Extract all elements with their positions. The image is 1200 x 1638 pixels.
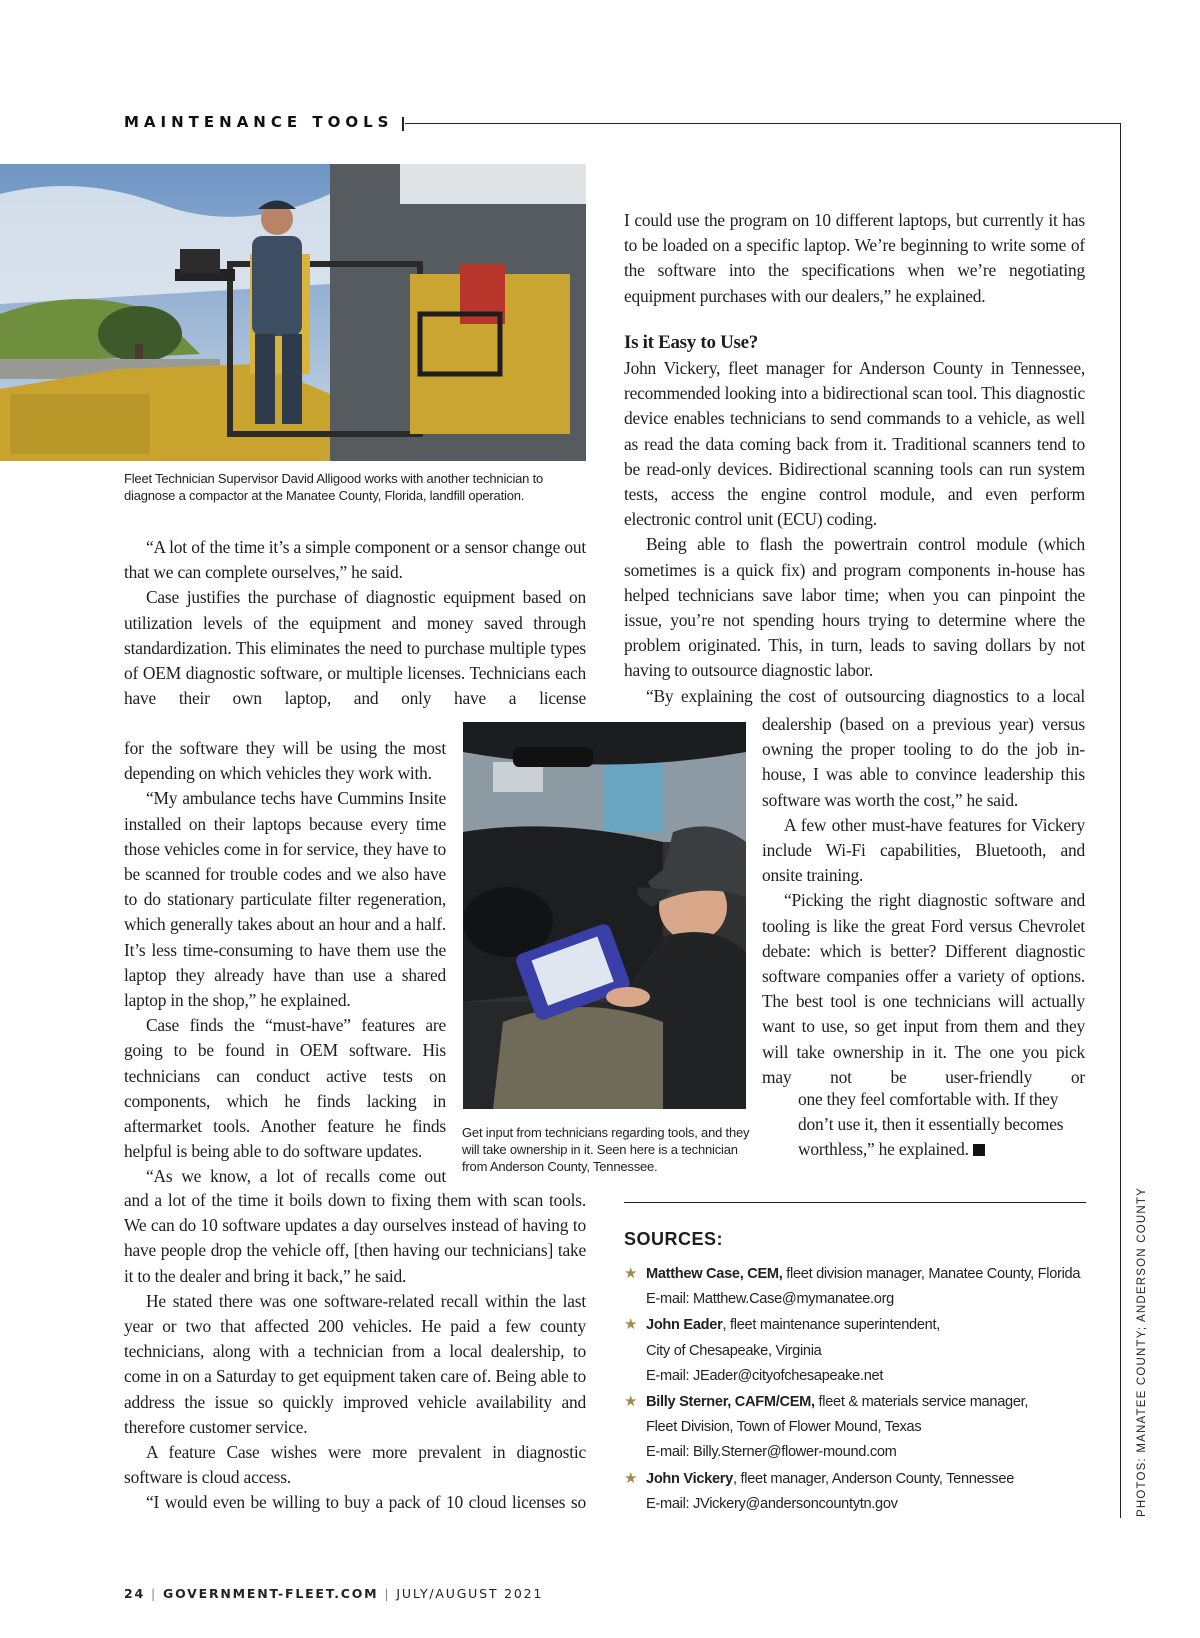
- source-role: fleet & materials service manager,: [814, 1394, 1029, 1411]
- star-icon: ★: [624, 1469, 638, 1487]
- header-divider-tick: [402, 117, 404, 131]
- paragraph: He stated there was one software-related recall within the last year or two that affected 200 vehicles. He paid a few county technicians, along with a technician from a local dealership, to come in on a Saturday to get equipment taken care of. Being able to address the issue so quickly improved vehicle availability and therefore customer service.: [124, 1290, 586, 1437]
- paragraph: and a lot of the time it boils down to fixing them with scan tools. We can do 10 software updates a day ourselves instead of having to have people drop the vehicle off, [then having our technicians] take it to the dealer and bring it back,” he said.: [124, 1190, 586, 1286]
- technician-photo: [463, 722, 746, 1109]
- source-credential: ,: [732, 1470, 737, 1487]
- star-icon: ★: [624, 1265, 638, 1282]
- source-credential: , CAFM/CEM,: [727, 1394, 815, 1411]
- source-role: fleet division manager, Manatee County, Florida: [782, 1266, 1081, 1282]
- body-column-right-top: [624, 208, 1085, 309]
- paragraph: Case finds the “must-have” features are going to be found in OEM software. His technicians can conduct active tests on components, which he finds lacking in aftermarket tools. Another feature he finds helpful is being able to do software updates.: [124, 1015, 446, 1162]
- source-name: Matthew Case: [646, 1266, 740, 1282]
- page-footer: [124, 1586, 543, 1601]
- paragraph: “My ambulance techs have Cummins Insite installed on their laptops because every time those vehicles come in for service, they have to be scanned for trouble codes and we also have to do stationary particulate filter regeneration, which generally takes about an hour and a half. It’s less time-consuming to have them use the laptop they already have than use a shared laptop in the shop,” he explained.: [124, 788, 446, 1011]
- star-icon: ★: [624, 1393, 638, 1411]
- source-role: fleet maintenance superintendent,: [726, 1317, 940, 1334]
- sources-list: [624, 1261, 1094, 1517]
- source-role: fleet manager, Anderson County, Tennessee: [736, 1470, 1015, 1487]
- paragraph: “A lot of the time it’s a simple component or a sensor change out that we can complete ourselves,” he said.: [124, 537, 586, 583]
- body-column-right-narrow: [762, 712, 1085, 1090]
- source-entry: [624, 1312, 1094, 1338]
- footer-separator: |: [151, 1586, 158, 1601]
- body-column-right-middle: [624, 356, 1085, 709]
- paragraph: John Vickery, fleet manager for Anderson County in Tennessee, recommended looking into a bidirectional scan tool. This diagnostic device enables technicians to send commands to a vehicle, as well as read the data coming back from it. Traditional scanners tend to be read-only devices. Bidirectional scanning tools can run system tests, access the engine control module, and even perform electronic control unit (ECU) coding.: [624, 358, 1085, 530]
- source-name: John Eader: [646, 1317, 723, 1334]
- source-email: E-mail: Matthew.Case@mymanatee.org: [646, 1291, 894, 1308]
- star-icon: ★: [624, 1316, 638, 1334]
- paragraph: A few other must-have features for Vickery include Wi-Fi capabilities, Bluetooth, and onsite training.: [762, 814, 1085, 886]
- paragraph: “As we know, a lot of recalls come out: [146, 1166, 446, 1187]
- technician-photo-caption: Get input from technicians regarding tools, and they will take ownership in it. Seen here is a technician from Anderson County, Tennessee.: [462, 1125, 750, 1174]
- header-rule: [405, 123, 1121, 124]
- paragraph: “I would even be willing to buy a pack of 10 cloud licenses so: [146, 1492, 586, 1513]
- paragraph: “By explaining the cost of outsourcing diagnostics to a local: [646, 685, 1085, 706]
- paragraph: [798, 1087, 1085, 1163]
- source-org: Fleet Division, Town of Flower Mound, Texas: [646, 1419, 922, 1436]
- source-entry: [624, 1389, 1094, 1415]
- body-column-left-top: [124, 535, 586, 711]
- source-credential: , CEM,: [739, 1266, 783, 1282]
- page-number: 24: [124, 1586, 145, 1601]
- paragraph: Being able to flash the powertrain control module (which sometimes is a quick fix) and program components in-house has helped technicians save labor time; when you can pinpoint the issue, you’re not spending hours trying to determine where the problem originated. This, in turn, leads to saving dollars by not having to outsource diagnostic labor.: [624, 534, 1085, 681]
- source-email: E-mail: JEader@cityofchesapeake.net: [646, 1367, 884, 1384]
- paragraph: dealership (based on a previous year) versus owning the proper tooling to do the job in-house, I was able to convince leadership this software was worth the cost,” he said.: [762, 714, 1085, 810]
- compactor-photo-caption: Fleet Technician Supervisor David Alligood works with another technician to diagnose a compactor at the Manatee County, Florida, landfill operation.: [124, 471, 544, 503]
- source-email: E-mail: Billy.Sterner@flower-mound.com: [646, 1444, 897, 1461]
- source-entry: [624, 1261, 1094, 1287]
- source-name: Billy Sterner: [646, 1394, 728, 1411]
- paragraph: for the software they will be using the most depending on which vehicles they work with.: [124, 738, 446, 784]
- source-credential: ,: [722, 1317, 727, 1334]
- end-of-article-mark: [973, 1144, 985, 1156]
- body-column-left-narrow: [124, 736, 446, 1190]
- source-entry: [624, 1466, 1094, 1492]
- body-column-right-end: [798, 1087, 1085, 1163]
- compactor-photo: [0, 164, 586, 461]
- section-label: MAINTENANCE TOOLS: [124, 113, 394, 131]
- subheading: Is it Easy to Use?: [624, 332, 758, 353]
- paragraph: I could use the program on 10 different laptops, but currently it has to be loaded on a specific laptop. We’re beginning to write some of the software into the specifications when we’re negotiating equipment purchases with our dealers,” he explained.: [624, 210, 1085, 306]
- sources-rule: [624, 1202, 1086, 1203]
- source-email: E-mail: JVickery@andersoncountytn.gov: [646, 1495, 898, 1512]
- page-frame-rule: [1120, 123, 1121, 1518]
- source-name: John Vickery: [646, 1470, 733, 1487]
- closing-text: one they feel comfortable with. If they don’t use it, then it essentially becomes worthless,” he explained.: [798, 1089, 1064, 1160]
- paragraph: A feature Case wishes were more prevalent in diagnostic software is cloud access.: [124, 1442, 586, 1488]
- footer-site: GOVERNMENT-FLEET.COM: [163, 1586, 379, 1601]
- sources-title: SOURCES:: [624, 1229, 724, 1249]
- body-column-left-bottom: [124, 1188, 586, 1516]
- paragraph: Case justifies the purchase of diagnostic equipment based on utilization levels of the equipment and money saved through standardization. This eliminates the need to purchase multiple types of OEM diagnostic software, or multiple licenses. Technicians each have their own laptop, and only have a license: [124, 587, 586, 709]
- paragraph: “Picking the right diagnostic software and tooling is like the great Ford versus Chevrolet debate: which is better? Different diagnostic software companies offer a variety of options. The best tool is one technicians will actually want to use, so get input from them and they will take ownership in it. The one you pick may not be user-friendly or: [762, 890, 1085, 1087]
- footer-separator: |: [384, 1586, 391, 1601]
- photo-credit: PHOTOS: MANATEE COUNTY; ANDERSON COUNTY: [1136, 1187, 1148, 1517]
- footer-issue: JULY/AUGUST 2021: [396, 1586, 544, 1601]
- source-org: City of Chesapeake, Virginia: [646, 1342, 822, 1359]
